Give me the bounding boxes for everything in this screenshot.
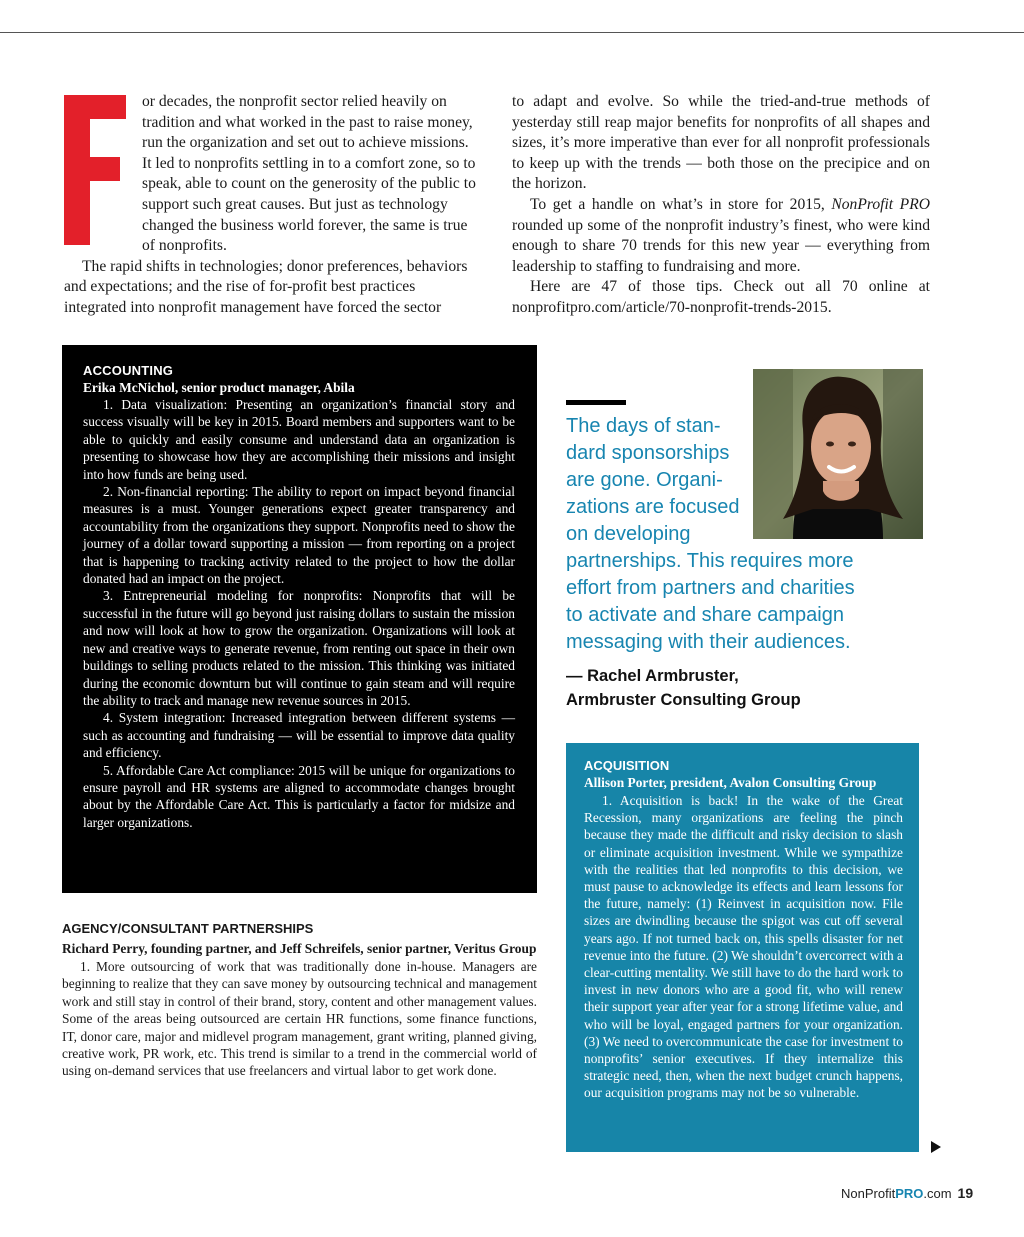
footer-brand-pro: PRO <box>895 1186 924 1201</box>
accounting-byline: Erika McNichol, senior product manager, Abila <box>83 380 355 395</box>
page-footer <box>841 1185 973 1201</box>
pullquote <box>566 413 886 656</box>
agency-heading: AGENCY/CONSULTANT PARTNERSHIPS <box>62 921 314 936</box>
attribution-org: Armbruster Consulting Group <box>566 691 801 709</box>
accounting-item-1: 1. Data visualization: Presenting an organization’s financial story and success visually will be key in 2015. Board members and supporters want to be able to quickly and easily consume and understand data an organization is presenting to showcase how they are accomplishing their missions and insight into how funds are being used. <box>83 397 515 482</box>
agency-section <box>62 921 537 1080</box>
drop-cap-letter <box>64 95 126 245</box>
intro-paragraph-3: to adapt and evolve. So while the tried-and-true methods of yesterday still reap major benefits for nonprofits of all shapes and sizes, it’s more imperative than ever for all nonprofit professionals to keep up with the trends — both those on the precipice and on the horizon. <box>512 93 930 193</box>
accounting-sidebar <box>62 345 537 893</box>
accounting-item-3: 3. Entrepreneurial modeling for nonprofits: Nonprofits that will be successful in the future will go beyond just raising dollars to sustain the mission and now will look at how to grow the organization. Organizations will look at new and creative ways to generate revenue, from renting out space in their own buildings to selling products related to the mission. This thinking was initiated during the economic downturn but will continue to gain steam and will require the ability to track and manage new revenue sources in 2015. <box>83 588 515 708</box>
intro-paragraph-5: Here are 47 of those tips. Check out all 70 online at nonprofitpro.com/article/70-nonprofit-trends-2015. <box>512 278 930 316</box>
intro-paragraph-2: The rapid shifts in technologies; donor preferences, behaviors and expectations; and the rise of for-profit best practices integrated into nonprofit management have forced the sector <box>64 257 468 316</box>
intro-paragraph-1: or decades, the nonprofit sector relied heavily on tradition and what worked in the past to raise money, run the organization and set out to achieve missions. It led to nonprofits settling in to a comfort zone, so to speak, able to count on the generosity of the public to support such great causes. But just as technology changed the business world forever, the same is true of nonprofits. <box>142 93 476 255</box>
triangle-right-icon <box>931 1141 941 1153</box>
intro-column-left <box>64 92 480 319</box>
pullquote-rule <box>566 400 626 405</box>
drop-cap <box>64 95 126 245</box>
attribution-name: — Rachel Armbruster, <box>566 667 739 685</box>
pullquote-attribution <box>566 664 801 712</box>
pullquote-line: effort from partners and charities <box>566 577 855 599</box>
accounting-item-2: 2. Non-financial reporting: The ability to report on impact beyond financial measures is a must. Younger generations expect greater transparency and accountability from the organizations they support. Nonprofits need to show the journey of a dollar toward supporting a mission — from reporting on a project that is happening to tracking activity related to the project to how the dollar donated had an impact on the project. <box>83 484 515 587</box>
header-rule <box>0 32 1024 33</box>
page-number: 19 <box>957 1185 974 1201</box>
accounting-heading: ACCOUNTING <box>83 363 174 378</box>
acquisition-item-1: 1. Acquisition is back! In the wake of the Great Recession, many organizations are feeling the pinch because they made the difficult and risky decision to slash or eliminate acquisition investment. While we sympathize with the realities that led nonprofits to this decision, we must pause to acknowledge its effects and learn lessons for the future, namely: (1) Reinvest in acquisition now. File sizes are dwindling because the spigot was cut off several years ago. If not turned back on, this spells disaster for net revenue into the future. (2) We shouldn’t overcorrect with a clear-cutting mentality. We still have to do the hard work to invest in new donors who are a good fit, who will renew their support year after year for a strong lifetime value, and who will be loyal, engaged partners for your organization. (3) We need to overcommunicate the case for investment to nonprofits’ senior executives. If they internalize this strategic need, then, when the next budget crunch happens, our acquisition programs may not be so vulnerable. <box>584 793 903 1101</box>
footer-brand-suffix: .com <box>923 1186 952 1201</box>
intro-column-right <box>512 92 930 319</box>
acquisition-byline: Allison Porter, president, Avalon Consulting Group <box>584 775 877 790</box>
accounting-item-5: 5. Affordable Care Act compliance: 2015 will be unique for organizations to ensure payroll and HR systems are aligned to accommodate changes brought about by the Affordable Care Act. This is particularly a factor for midsize and larger organizations. <box>83 762 515 830</box>
intro-paragraph-4: To get a handle on what’s in store for 2015, NonProfit PRO rounded up some of the nonprofit industry’s finest, who were kind enough to share 70 trends for this new year — everything from leadership to staffing to fundraising and more. <box>512 195 930 275</box>
pullquote-line: on developing <box>566 523 691 545</box>
acquisition-sidebar <box>566 743 919 1152</box>
magazine-name: NonProfit PRO <box>831 195 930 213</box>
agency-item-1: 1. More outsourcing of work that was traditionally done in-house. Managers are beginning to realize that they can save money by outsourcing technical and management work and still stay in control of their brand, story, content and other management values. Some of the areas being outsourced are certain HR functions, some finance functions, IT, donor care, major and midlevel program management, grant writing, planned giving, creative work, PR work, etc. This trend is similar to a trend in the commercial world of using on-demand services that use freelancers and virtual labor to get work done. <box>62 959 537 1079</box>
footer-brand-prefix: NonProfit <box>841 1186 896 1201</box>
pullquote-line: messaging with their audiences. <box>566 631 851 653</box>
pullquote-line: to activate and share campaign <box>566 604 844 626</box>
pullquote-line: The days of stan- <box>566 415 721 437</box>
accounting-item-4: 4. System integration: Increased integration between different systems — such as accounting and fundraising — will be essential to improve data quality and efficiency. <box>83 710 515 761</box>
pullquote-line: dard sponsorships <box>566 442 730 464</box>
pullquote-line: are gone. Organi- <box>566 469 723 491</box>
pullquote-line: zations are focused <box>566 496 740 518</box>
pullquote-line: partnerships. This requires more <box>566 550 854 572</box>
acquisition-heading: ACQUISITION <box>584 758 670 773</box>
agency-byline: Richard Perry, founding partner, and Jeff Schreifels, senior partner, Veritus Group <box>62 941 537 956</box>
